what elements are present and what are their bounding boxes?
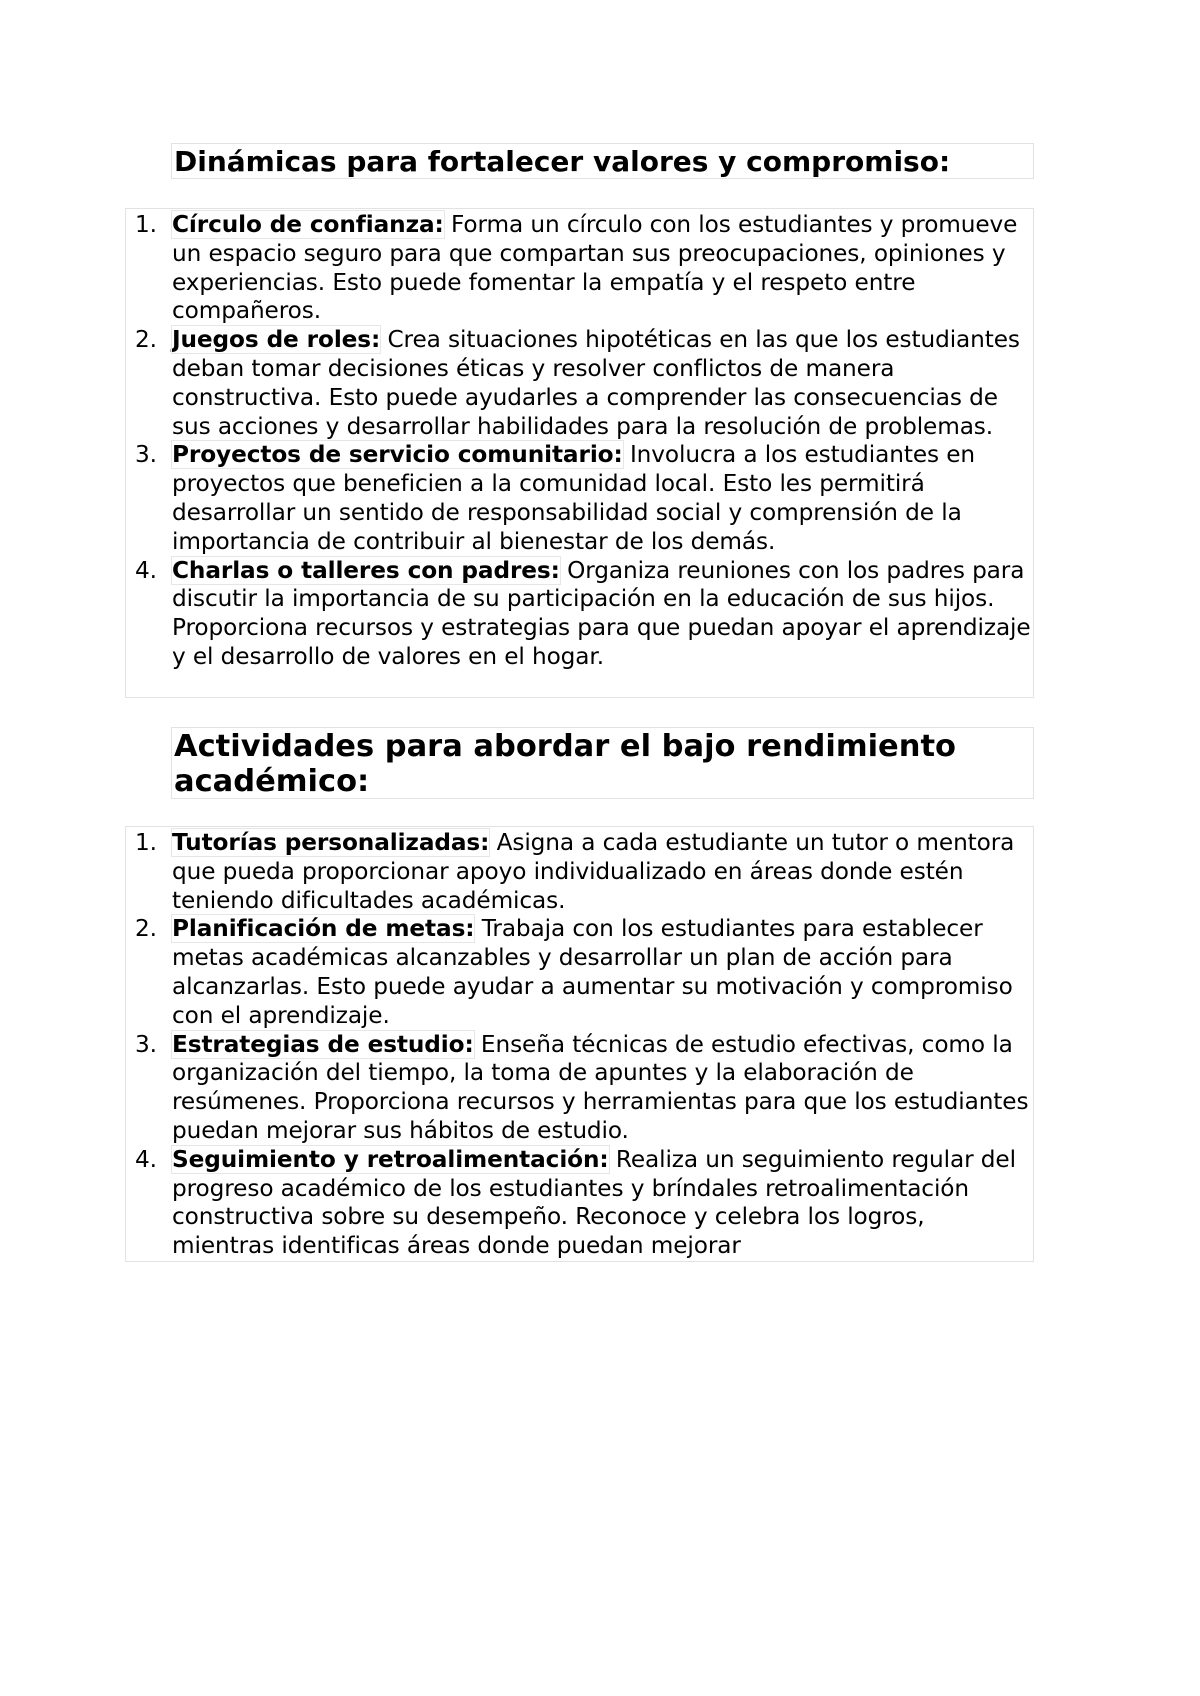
list-item-number: 3. — [135, 1030, 157, 1058]
list-item — [126, 557, 1033, 672]
list-item-number: 1. — [135, 211, 157, 238]
list-item-term: Charlas o talleres con padres: — [172, 556, 560, 584]
list-item-term: Seguimiento y retroalimentación: — [172, 1145, 609, 1173]
list-item — [126, 1146, 1033, 1261]
list-item-text: Asigna a cada estudiante un tutor o mentora que pueda proporcionar apoyo individualizado en áreas donde estén teniendo dificultades académicas. — [172, 829, 1015, 914]
list-item — [126, 829, 1033, 915]
list-item-text: Trabaja con los estudiantes para establecer metas académicas alcanzables y desarrollar un plan de acción para alcanzarlas. Esto puede ayudar a aumentar su motivación y compromiso con el aprendizaje. — [172, 915, 1013, 1029]
values-dynamics-list — [125, 208, 1034, 698]
list-item-term: Planificación de metas: — [172, 915, 475, 943]
list-item — [126, 915, 1033, 1030]
performance-activities-list — [125, 826, 1034, 1262]
list-item-number: 4. — [135, 556, 157, 584]
list-item — [126, 441, 1033, 556]
list-item — [126, 1031, 1033, 1146]
section-heading-values: Dinámicas para fortalecer valores y compromiso: — [171, 143, 1034, 179]
list-item-number: 4. — [135, 1145, 157, 1173]
list-item-text: Forma un círculo con los estudiantes y promueve un espacio seguro para que compartan sus preocupaciones, opiniones y experiencias. Esto puede fomentar la empatía y el respeto entre compañeros. — [172, 211, 1018, 325]
list-item-number: 2. — [135, 326, 157, 354]
list-item-text: Involucra a los estudiantes en proyectos que beneficien a la comunidad local. Esto les permitirá desarrollar un sentido de responsabilidad social y comprensión de la importancia de contribuir al bienestar de los demás. — [172, 441, 976, 555]
list-item-text: Organiza reuniones con los padres para discutir la importancia de su participación en la educación de sus hijos. Proporciona recursos y estrategias para que puedan apoyar el aprendizaje y el desarrollo de valores en el hogar. — [172, 556, 1031, 670]
section-heading-performance: Actividades para abordar el bajo rendimiento académico: — [171, 727, 1034, 799]
list-item — [126, 211, 1033, 326]
list-item — [126, 326, 1033, 441]
list-item-text: Crea situaciones hipotéticas en las que los estudiantes deban tomar decisiones éticas y resolver conflictos de manera constructiva. Esto puede ayudarles a comprender las consecuencias de sus acciones y desarrollar habilidades para la resolución de problemas. — [172, 326, 1020, 440]
list-item-term: Juegos de roles: — [172, 326, 381, 354]
list-item-term: Círculo de confianza: — [172, 211, 444, 238]
list-item-text: Enseña técnicas de estudio efectivas, como la organización del tiempo, la toma de apuntes y la elaboración de resúmenes. Proporciona recursos y herramientas para que los estudiantes puedan mejorar sus hábitos de estudio. — [172, 1030, 1029, 1144]
list-item-number: 1. — [135, 829, 157, 856]
list-item-term: Proyectos de servicio comunitario: — [172, 441, 623, 469]
list-item-term: Estrategias de estudio: — [172, 1030, 474, 1058]
list-item-text: Realiza un seguimiento regular del progreso académico de los estudiantes y bríndales retroalimentación constructiva sobre su desempeño. Reconoce y celebra los logros, mientras identificas áreas donde puedan mejorar — [172, 1145, 1016, 1260]
list-item-number: 3. — [135, 441, 157, 469]
list-item-term: Tutorías personalizadas: — [172, 829, 490, 856]
list-item-number: 2. — [135, 915, 157, 943]
